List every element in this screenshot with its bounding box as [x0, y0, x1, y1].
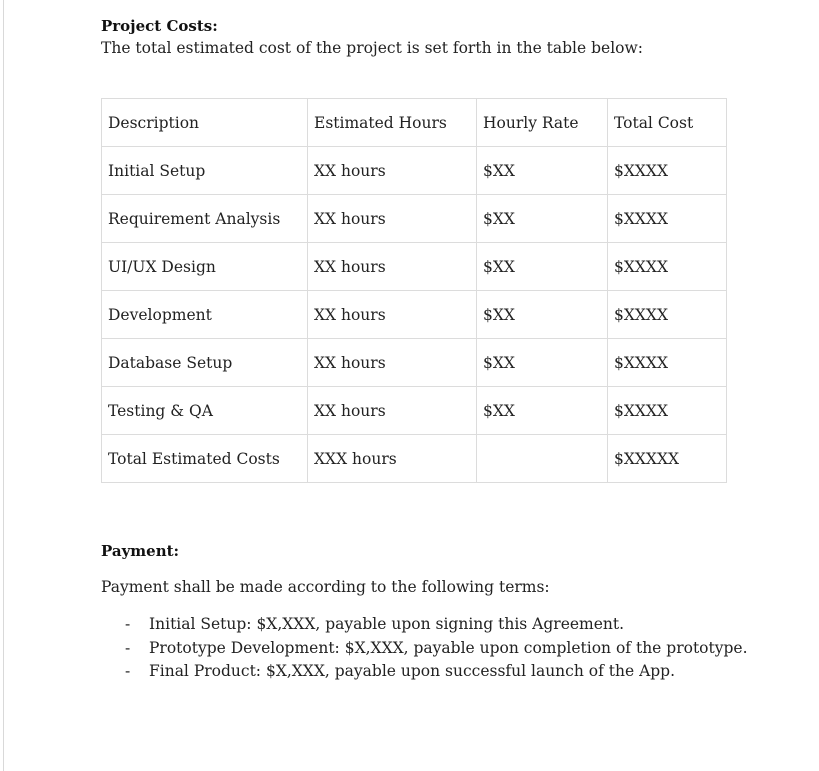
cell-rate: $XX	[477, 387, 608, 435]
cell-description: Development	[102, 291, 308, 339]
cost-table	[101, 98, 727, 483]
dash-bullet-icon: -	[125, 638, 131, 657]
cell-hours: XX hours	[308, 243, 477, 291]
payment-terms-list	[101, 613, 748, 684]
header-hourly-rate: Hourly Rate	[477, 99, 608, 147]
table-header-row	[102, 99, 727, 147]
cell-description: Requirement Analysis	[102, 195, 308, 243]
table-row	[102, 243, 727, 291]
table-row	[102, 387, 727, 435]
cell-rate: $XX	[477, 147, 608, 195]
cell-rate: $XX	[477, 339, 608, 387]
term-text: Initial Setup: $X,XXX, payable upon signing this Agreement.	[149, 615, 625, 633]
list-item	[101, 637, 748, 661]
table-row	[102, 147, 727, 195]
term-text: Final Product: $X,XXX, payable upon successful launch of the App.	[149, 662, 676, 680]
list-item	[101, 613, 748, 637]
payment-heading: Payment:	[101, 542, 180, 560]
term-text: Prototype Development: $X,XXX, payable upon completion of the prototype.	[149, 638, 748, 657]
cell-description: UI/UX Design	[102, 243, 308, 291]
document-body	[101, 15, 781, 680]
cell-total: $XXXX	[608, 387, 727, 435]
table-row	[102, 291, 727, 339]
cell-hours: XX hours	[308, 147, 477, 195]
cell-description: Testing & QA	[102, 387, 308, 435]
cell-description: Database Setup	[102, 339, 308, 387]
cell-hours: XX hours	[308, 291, 477, 339]
cell-total: $XXXX	[608, 339, 727, 387]
cell-rate: $XX	[477, 243, 608, 291]
table-row	[102, 195, 727, 243]
project-costs-heading: Project Costs:	[101, 17, 218, 35]
cell-description: Initial Setup	[102, 147, 308, 195]
cell-hours: XX hours	[308, 195, 477, 243]
cell-rate: $XX	[477, 195, 608, 243]
header-description: Description	[102, 99, 308, 147]
project-costs-intro: The total estimated cost of the project is set forth in the table below:	[101, 39, 643, 57]
table-row	[102, 339, 727, 387]
cell-total: $XXXX	[608, 291, 727, 339]
cell-hours: XX hours	[308, 339, 477, 387]
dash-bullet-icon: -	[125, 662, 131, 680]
payment-intro: Payment shall be made according to the following terms:	[101, 578, 550, 596]
cell-rate: $XX	[477, 291, 608, 339]
cell-total: $XXXX	[608, 195, 727, 243]
header-estimated-hours: Estimated Hours	[308, 99, 477, 147]
cell-total: $XXXX	[608, 243, 727, 291]
cell-rate	[477, 435, 608, 483]
list-item	[101, 660, 748, 684]
header-total-cost: Total Cost	[608, 99, 727, 147]
table-total-row	[102, 435, 727, 483]
cell-description: Total Estimated Costs	[102, 435, 308, 483]
cell-hours: XXX hours	[308, 435, 477, 483]
dash-bullet-icon: -	[125, 615, 131, 633]
page-left-edge	[3, 0, 4, 771]
cell-hours: XX hours	[308, 387, 477, 435]
cell-total: $XXXX	[608, 147, 727, 195]
cell-total: $XXXXX	[608, 435, 727, 483]
